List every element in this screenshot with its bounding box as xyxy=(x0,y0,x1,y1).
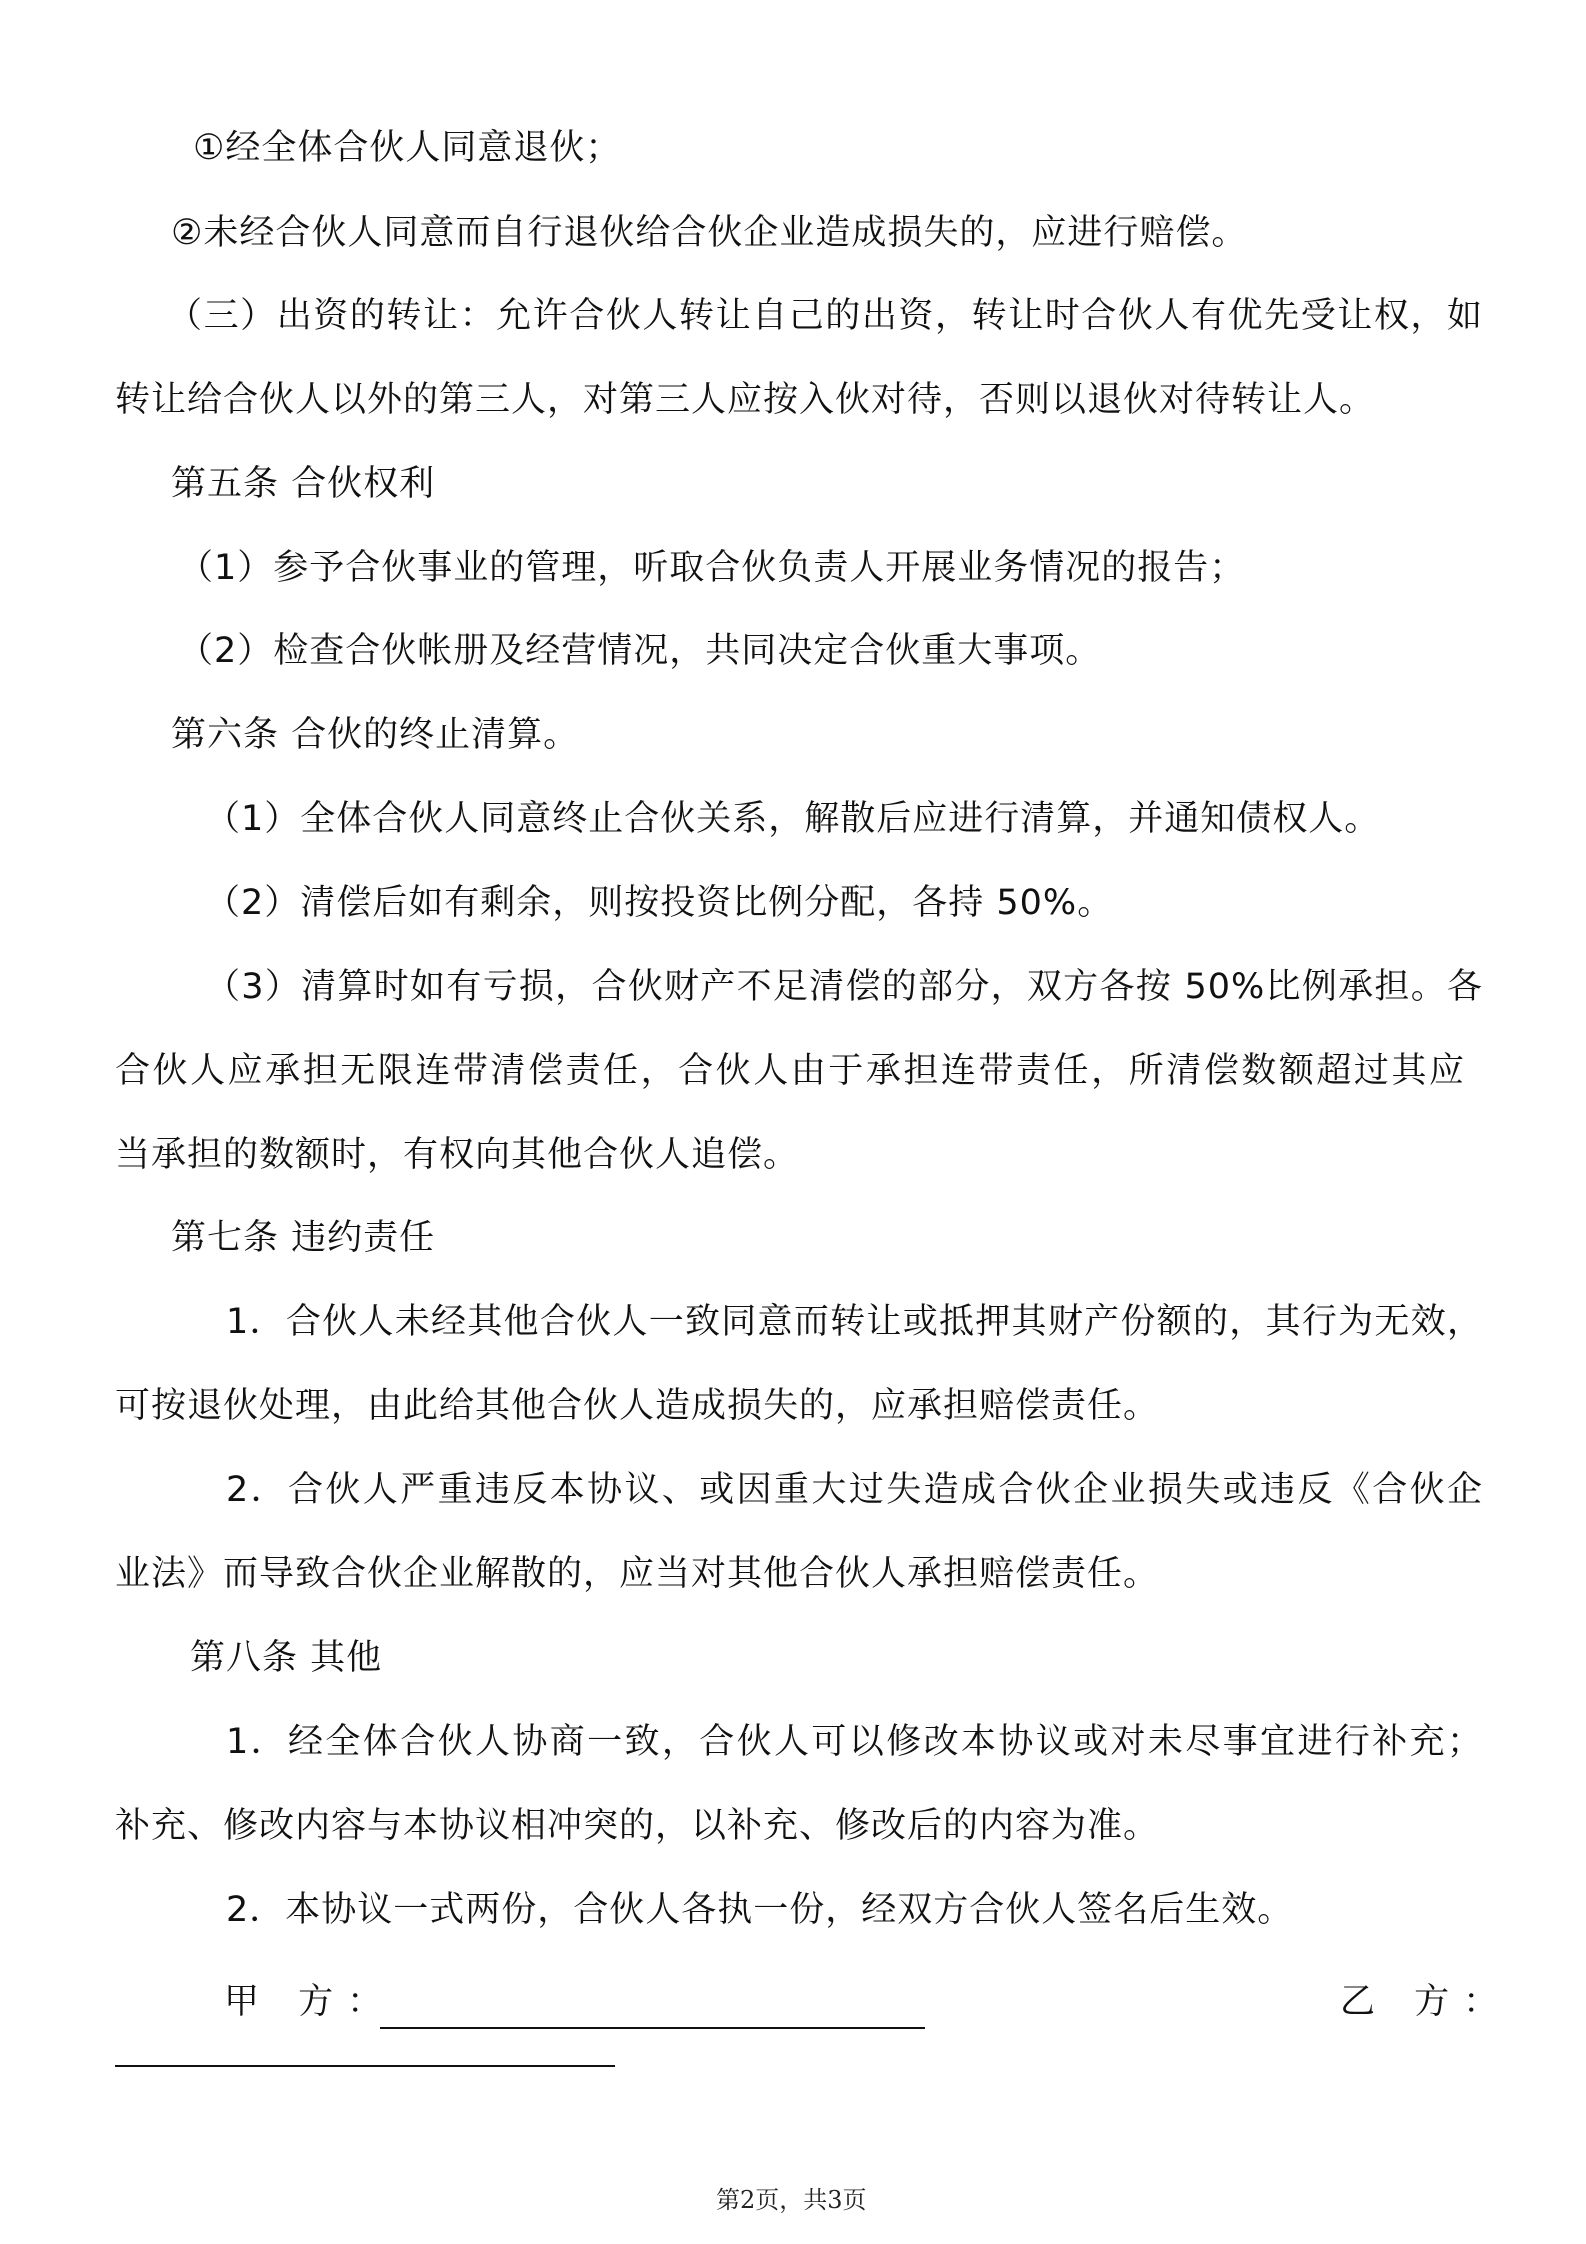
clause-line: 合伙人应承担无限连带清偿责任，合伙人由于承担连带责任，所清偿数额超过其应 xyxy=(115,1051,1465,1091)
article-heading: 第五条 合伙权利 xyxy=(171,464,436,504)
clause-line: 1．合伙人未经其他合伙人一致同意而转让或抵押其财产份额的，其行为无效， xyxy=(226,1302,1483,1342)
clause-line: 2．本协议一式两份，合伙人各执一份，经双方合伙人签名后生效。 xyxy=(226,1890,1294,1930)
clause-line: ①经全体合伙人同意退伙； xyxy=(193,128,622,168)
clause-line: （1）全体合伙人同意终止合伙关系，解散后应进行清算，并通知债权人。 xyxy=(205,799,1381,839)
clause-line: 2．合伙人严重违反本协议、或因重大过失造成合伙企业损失或违反《合伙企 xyxy=(226,1470,1483,1510)
party-a-label: 甲 方： xyxy=(224,1982,397,2022)
clause-line: （三）出资的转让：允许合伙人转让自己的出资，转让时合伙人有优先受让权，如 xyxy=(167,296,1483,336)
article-heading: 第六条 合伙的终止清算。 xyxy=(171,715,580,755)
party-b-label: 乙 方： xyxy=(1340,1982,1513,2022)
page-footer: 第2页，共3页 xyxy=(716,2186,867,2214)
clause-line: ②未经合伙人同意而自行退伙给合伙企业造成损失的，应进行赔偿。 xyxy=(171,213,1248,253)
party-a-signature-line[interactable] xyxy=(380,2027,925,2029)
clause-line: 业法》而导致合伙企业解散的，应当对其他合伙人承担赔偿责任。 xyxy=(115,1554,1160,1594)
clause-line: 补充、修改内容与本协议相冲突的，以补充、修改后的内容为准。 xyxy=(115,1806,1160,1846)
article-heading: 第七条 违约责任 xyxy=(171,1218,436,1258)
clause-line: （3）清算时如有亏损，合伙财产不足清偿的部分，双方各按 50%比例承担。各 xyxy=(205,967,1483,1007)
clause-line: （2）检查合伙帐册及经营情况，共同决定合伙重大事项。 xyxy=(178,631,1102,671)
clause-line: 当承担的数额时，有权向其他合伙人追偿。 xyxy=(115,1135,800,1175)
clause-line: 1．经全体合伙人协商一致，合伙人可以修改本协议或对未尽事宜进行补充； xyxy=(226,1722,1483,1762)
clause-line: （1）参予合伙事业的管理，听取合伙负责人开展业务情况的报告； xyxy=(178,548,1246,588)
clause-line: 转让给合伙人以外的第三人，对第三人应按入伙对待，否则以退伙对待转让人。 xyxy=(115,380,1376,420)
clause-line: （2）清偿后如有剩余，则按投资比例分配，各持 50%。 xyxy=(205,883,1114,923)
party-b-signature-line[interactable] xyxy=(115,2065,615,2067)
article-heading: 第八条 其他 xyxy=(190,1638,383,1678)
clause-line: 可按退伙处理，由此给其他合伙人造成损失的，应承担赔偿责任。 xyxy=(115,1386,1160,1426)
